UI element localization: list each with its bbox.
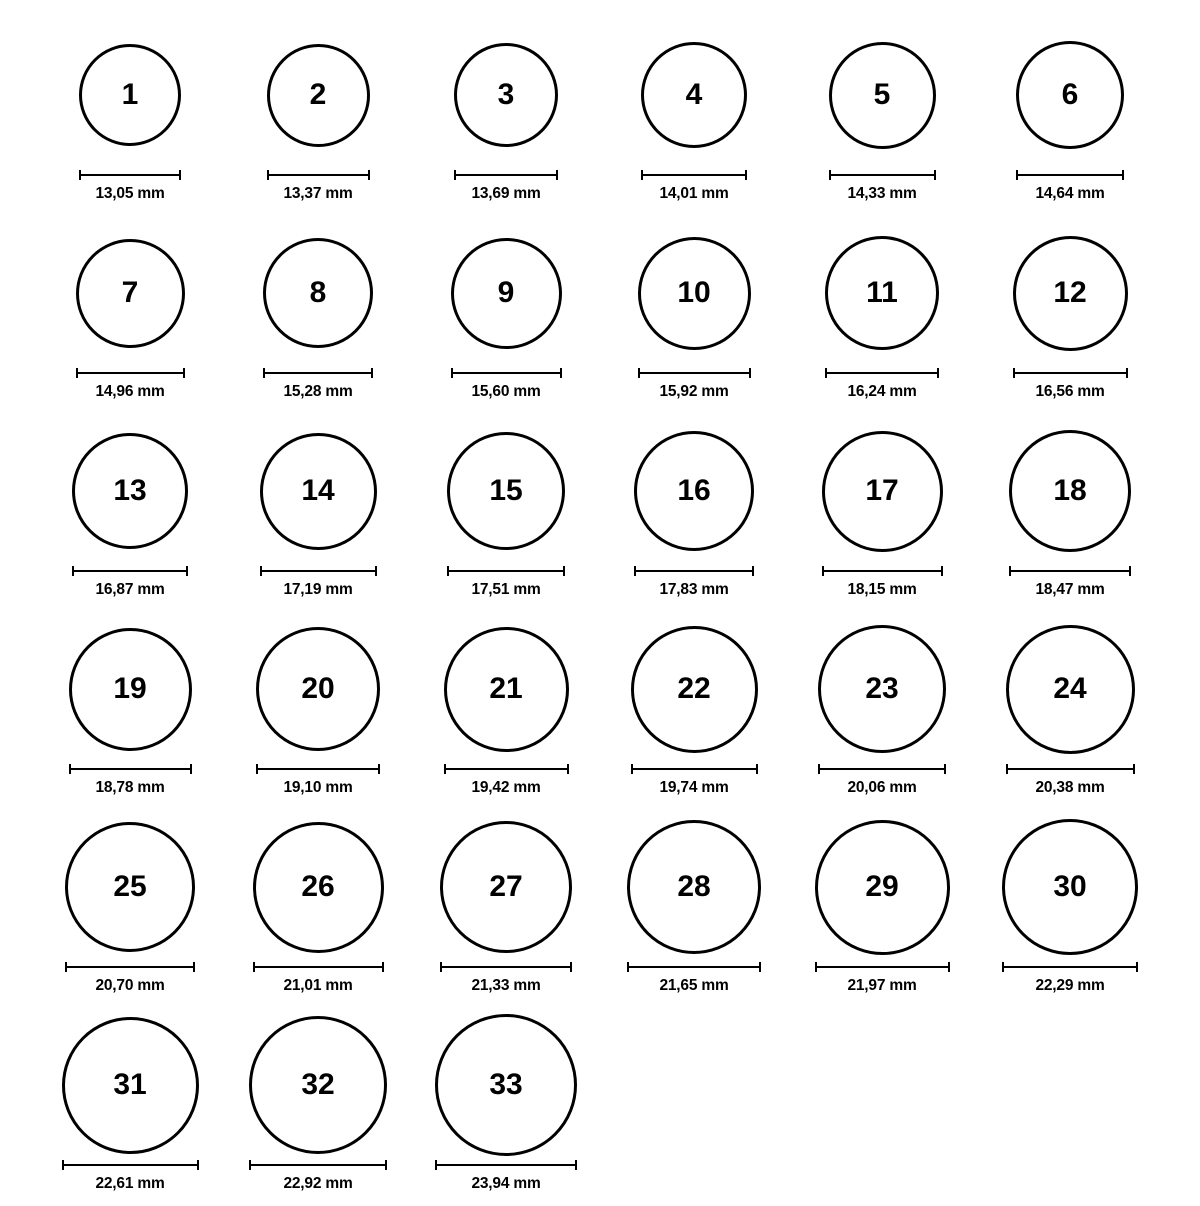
diameter-measure bbox=[260, 566, 377, 599]
ring-circle-wrap bbox=[634, 420, 754, 562]
diameter-measure bbox=[76, 368, 185, 401]
ring-size-cell bbox=[788, 612, 976, 810]
ring-circle-wrap bbox=[822, 420, 943, 562]
ring-size-cell bbox=[36, 18, 224, 216]
measure-bar-icon bbox=[825, 368, 939, 378]
diameter-measure bbox=[451, 368, 562, 401]
measure-bar-icon bbox=[627, 962, 761, 972]
ring-circle-wrap bbox=[631, 618, 758, 760]
measure-line bbox=[1009, 570, 1131, 572]
ring-size-cell bbox=[600, 216, 788, 414]
diameter-value: 15,60 mm bbox=[471, 383, 541, 400]
ring-size-number: 11 bbox=[866, 276, 898, 309]
measure-bar-icon bbox=[263, 368, 373, 378]
ring-circle-wrap bbox=[440, 816, 572, 958]
diameter-value: 13,05 mm bbox=[95, 185, 165, 202]
measure-line bbox=[1013, 372, 1128, 374]
measure-line bbox=[815, 966, 950, 968]
ring-circle bbox=[638, 237, 751, 350]
ring-size-number: 20 bbox=[301, 672, 335, 705]
ring-size-number: 24 bbox=[1053, 672, 1087, 705]
diameter-value: 17,83 mm bbox=[659, 581, 729, 598]
ring-circle bbox=[62, 1017, 199, 1154]
ring-size-cell bbox=[788, 810, 976, 1008]
ring-size-number: 17 bbox=[865, 474, 899, 507]
ring-circle bbox=[818, 625, 946, 753]
measure-line bbox=[249, 1164, 387, 1166]
diameter-measure bbox=[822, 566, 943, 599]
ring-circle-wrap bbox=[1006, 618, 1135, 760]
ring-size-number: 30 bbox=[1053, 870, 1087, 903]
diameter-measure bbox=[829, 170, 936, 203]
ring-circle-wrap bbox=[435, 1014, 577, 1156]
ring-size-cell bbox=[600, 414, 788, 612]
ring-size-cell bbox=[36, 216, 224, 414]
measure-bar-icon bbox=[267, 170, 370, 180]
diameter-measure bbox=[72, 566, 188, 599]
ring-circle-wrap bbox=[1016, 24, 1124, 166]
ring-size-cell bbox=[600, 612, 788, 810]
measure-bar-icon bbox=[444, 764, 569, 774]
ring-circle bbox=[256, 627, 380, 751]
diameter-value: 21,33 mm bbox=[471, 977, 541, 994]
ring-circle-wrap bbox=[641, 24, 747, 166]
diameter-value: 22,92 mm bbox=[283, 1175, 353, 1192]
diameter-measure bbox=[440, 962, 572, 995]
measure-line bbox=[253, 966, 384, 968]
ring-circle-wrap bbox=[825, 222, 939, 364]
ring-size-number: 25 bbox=[113, 870, 147, 903]
measure-line bbox=[79, 174, 181, 176]
measure-line bbox=[435, 1164, 577, 1166]
measure-line bbox=[631, 768, 758, 770]
measure-line bbox=[822, 570, 943, 572]
measure-bar-icon bbox=[1002, 962, 1138, 972]
diameter-value: 17,51 mm bbox=[471, 581, 541, 598]
ring-size-cell bbox=[412, 1008, 600, 1206]
measure-line bbox=[76, 372, 185, 374]
diameter-measure bbox=[825, 368, 939, 401]
ring-circle bbox=[72, 433, 188, 549]
ring-circle-wrap bbox=[263, 222, 373, 364]
diameter-measure bbox=[1016, 170, 1124, 203]
ring-size-number: 9 bbox=[497, 276, 515, 309]
ring-circle bbox=[267, 44, 370, 147]
ring-size-number: 15 bbox=[489, 474, 523, 507]
ring-circle bbox=[822, 431, 943, 552]
ring-size-number: 8 bbox=[309, 276, 327, 309]
ring-circle-wrap bbox=[256, 618, 380, 760]
ring-size-number: 29 bbox=[865, 870, 899, 903]
ring-circle-wrap bbox=[627, 816, 761, 958]
ring-circle-wrap bbox=[444, 618, 569, 760]
diameter-value: 18,78 mm bbox=[95, 779, 165, 796]
measure-line bbox=[451, 372, 562, 374]
measure-bar-icon bbox=[454, 170, 558, 180]
ring-circle bbox=[260, 433, 377, 550]
measure-line bbox=[65, 966, 195, 968]
diameter-value: 15,28 mm bbox=[283, 383, 353, 400]
measure-bar-icon bbox=[822, 566, 943, 576]
ring-circle-wrap bbox=[829, 24, 936, 166]
measure-bar-icon bbox=[447, 566, 565, 576]
diameter-measure bbox=[634, 566, 754, 599]
measure-bar-icon bbox=[1006, 764, 1135, 774]
ring-size-cell bbox=[976, 810, 1164, 1008]
ring-circle bbox=[263, 238, 373, 348]
measure-bar-icon bbox=[69, 764, 192, 774]
ring-size-number: 28 bbox=[677, 870, 711, 903]
diameter-measure bbox=[1002, 962, 1138, 995]
ring-circle bbox=[631, 626, 758, 753]
ring-size-number: 23 bbox=[865, 672, 899, 705]
ring-size-number: 5 bbox=[873, 78, 891, 111]
diameter-value: 14,64 mm bbox=[1035, 185, 1105, 202]
ring-size-cell bbox=[224, 612, 412, 810]
diameter-measure bbox=[454, 170, 558, 203]
measure-line bbox=[444, 768, 569, 770]
diameter-value: 19,42 mm bbox=[471, 779, 541, 796]
ring-circle-wrap bbox=[65, 816, 195, 958]
ring-size-cell bbox=[600, 18, 788, 216]
ring-size-number: 12 bbox=[1053, 276, 1087, 309]
diameter-measure bbox=[253, 962, 384, 995]
measure-bar-icon bbox=[451, 368, 562, 378]
ring-size-cell bbox=[788, 216, 976, 414]
measure-bar-icon bbox=[79, 170, 181, 180]
diameter-value: 18,15 mm bbox=[847, 581, 917, 598]
ring-size-cell bbox=[412, 216, 600, 414]
diameter-measure bbox=[444, 764, 569, 797]
diameter-measure bbox=[435, 1160, 577, 1193]
ring-size-number: 3 bbox=[497, 78, 515, 111]
measure-line bbox=[256, 768, 380, 770]
measure-bar-icon bbox=[249, 1160, 387, 1170]
diameter-value: 21,97 mm bbox=[847, 977, 917, 994]
measure-line bbox=[1006, 768, 1135, 770]
diameter-value: 23,94 mm bbox=[471, 1175, 541, 1192]
ring-size-number: 4 bbox=[685, 78, 703, 111]
ring-size-cell bbox=[36, 810, 224, 1008]
diameter-value: 19,74 mm bbox=[659, 779, 729, 796]
ring-size-cell bbox=[224, 810, 412, 1008]
measure-bar-icon bbox=[815, 962, 950, 972]
ring-circle bbox=[1006, 625, 1135, 754]
diameter-value: 16,87 mm bbox=[95, 581, 165, 598]
diameter-value: 13,69 mm bbox=[471, 185, 541, 202]
ring-size-grid bbox=[0, 18, 1200, 1206]
measure-bar-icon bbox=[72, 566, 188, 576]
ring-size-cell bbox=[788, 414, 976, 612]
measure-line bbox=[69, 768, 192, 770]
ring-circle bbox=[249, 1016, 387, 1154]
diameter-measure bbox=[818, 764, 946, 797]
diameter-value: 20,70 mm bbox=[95, 977, 165, 994]
ring-size-number: 19 bbox=[113, 672, 147, 705]
ring-circle-wrap bbox=[79, 24, 181, 166]
diameter-measure bbox=[638, 368, 751, 401]
ring-size-cell bbox=[412, 612, 600, 810]
ring-circle bbox=[454, 43, 558, 147]
ring-size-number: 14 bbox=[301, 474, 335, 507]
ring-size-number: 27 bbox=[489, 870, 523, 903]
ring-circle bbox=[815, 820, 950, 955]
ring-size-cell bbox=[600, 810, 788, 1008]
diameter-measure bbox=[249, 1160, 387, 1193]
ring-circle-wrap bbox=[638, 222, 751, 364]
ring-circle-wrap bbox=[818, 618, 946, 760]
ring-circle bbox=[69, 628, 192, 751]
ring-circle bbox=[641, 42, 747, 148]
diameter-value: 21,65 mm bbox=[659, 977, 729, 994]
measure-bar-icon bbox=[440, 962, 572, 972]
ring-circle-wrap bbox=[253, 816, 384, 958]
ring-circle-wrap bbox=[454, 24, 558, 166]
ring-circle-wrap bbox=[249, 1014, 387, 1156]
ring-circle bbox=[253, 822, 384, 953]
ring-size-cell bbox=[976, 18, 1164, 216]
diameter-value: 16,56 mm bbox=[1035, 383, 1105, 400]
ring-size-cell bbox=[224, 216, 412, 414]
diameter-value: 15,92 mm bbox=[659, 383, 729, 400]
measure-bar-icon bbox=[260, 566, 377, 576]
measure-bar-icon bbox=[829, 170, 936, 180]
diameter-measure bbox=[631, 764, 758, 797]
ring-circle-wrap bbox=[447, 420, 565, 562]
ring-circle-wrap bbox=[1009, 420, 1131, 562]
ring-size-number: 1 bbox=[121, 78, 139, 111]
diameter-value: 21,01 mm bbox=[283, 977, 353, 994]
measure-bar-icon bbox=[253, 962, 384, 972]
diameter-value: 14,01 mm bbox=[659, 185, 729, 202]
measure-line bbox=[72, 570, 188, 572]
ring-size-number: 7 bbox=[121, 276, 139, 309]
diameter-measure bbox=[256, 764, 380, 797]
diameter-measure bbox=[263, 368, 373, 401]
ring-size-number: 6 bbox=[1061, 78, 1079, 111]
ring-circle bbox=[76, 239, 185, 348]
diameter-measure bbox=[1009, 566, 1131, 599]
ring-size-cell bbox=[36, 612, 224, 810]
measure-line bbox=[638, 372, 751, 374]
measure-line bbox=[634, 570, 754, 572]
ring-circle-wrap bbox=[451, 222, 562, 364]
ring-circle-wrap bbox=[69, 618, 192, 760]
ring-size-number: 26 bbox=[301, 870, 335, 903]
diameter-value: 20,38 mm bbox=[1035, 779, 1105, 796]
measure-line bbox=[818, 768, 946, 770]
ring-circle bbox=[1009, 430, 1131, 552]
diameter-measure bbox=[65, 962, 195, 995]
ring-circle-wrap bbox=[1013, 222, 1128, 364]
measure-bar-icon bbox=[435, 1160, 577, 1170]
ring-circle bbox=[825, 236, 939, 350]
ring-circle bbox=[627, 820, 761, 954]
ring-size-cell bbox=[224, 1008, 412, 1206]
measure-bar-icon bbox=[634, 566, 754, 576]
ring-size-cell bbox=[412, 414, 600, 612]
measure-line bbox=[1002, 966, 1138, 968]
ring-size-cell bbox=[976, 216, 1164, 414]
measure-bar-icon bbox=[1016, 170, 1124, 180]
measure-line bbox=[62, 1164, 199, 1166]
ring-circle bbox=[1013, 236, 1128, 351]
measure-bar-icon bbox=[641, 170, 747, 180]
ring-circle bbox=[634, 431, 754, 551]
ring-circle bbox=[1016, 41, 1124, 149]
diameter-measure bbox=[62, 1160, 199, 1193]
measure-bar-icon bbox=[1009, 566, 1131, 576]
ring-size-cell bbox=[412, 18, 600, 216]
ring-circle-wrap bbox=[815, 816, 950, 958]
measure-bar-icon bbox=[818, 764, 946, 774]
ring-circle-wrap bbox=[72, 420, 188, 562]
ring-circle bbox=[829, 42, 936, 149]
ring-size-cell bbox=[36, 1008, 224, 1206]
ring-circle-wrap bbox=[76, 222, 185, 364]
diameter-measure bbox=[627, 962, 761, 995]
ring-size-cell bbox=[224, 18, 412, 216]
ring-size-number: 13 bbox=[113, 474, 147, 507]
ring-size-number: 2 bbox=[309, 78, 327, 111]
ring-size-number: 18 bbox=[1053, 474, 1087, 507]
diameter-measure bbox=[1006, 764, 1135, 797]
ring-size-cell bbox=[36, 414, 224, 612]
ring-size-number: 32 bbox=[301, 1068, 335, 1101]
measure-line bbox=[825, 372, 939, 374]
ring-circle-wrap bbox=[267, 24, 370, 166]
diameter-measure bbox=[79, 170, 181, 203]
measure-line bbox=[1016, 174, 1124, 176]
diameter-value: 22,61 mm bbox=[95, 1175, 165, 1192]
ring-circle bbox=[435, 1014, 577, 1156]
diameter-value: 19,10 mm bbox=[283, 779, 353, 796]
diameter-value: 14,96 mm bbox=[95, 383, 165, 400]
ring-circle-wrap bbox=[62, 1014, 199, 1156]
ring-size-cell bbox=[976, 414, 1164, 612]
ring-size-number: 31 bbox=[113, 1068, 147, 1101]
measure-line bbox=[267, 174, 370, 176]
ring-circle bbox=[444, 627, 569, 752]
measure-line bbox=[454, 174, 558, 176]
diameter-value: 16,24 mm bbox=[847, 383, 917, 400]
measure-bar-icon bbox=[638, 368, 751, 378]
ring-circle bbox=[1002, 819, 1138, 955]
measure-line bbox=[447, 570, 565, 572]
measure-line bbox=[829, 174, 936, 176]
ring-circle-wrap bbox=[1002, 816, 1138, 958]
diameter-measure bbox=[1013, 368, 1128, 401]
ring-size-cell bbox=[788, 18, 976, 216]
diameter-value: 18,47 mm bbox=[1035, 581, 1105, 598]
measure-bar-icon bbox=[76, 368, 185, 378]
measure-line bbox=[641, 174, 747, 176]
measure-bar-icon bbox=[65, 962, 195, 972]
diameter-measure bbox=[641, 170, 747, 203]
ring-size-number: 33 bbox=[489, 1068, 523, 1101]
ring-circle bbox=[65, 822, 195, 952]
ring-size-number: 10 bbox=[677, 276, 711, 309]
diameter-measure bbox=[267, 170, 370, 203]
ring-circle-wrap bbox=[260, 420, 377, 562]
measure-bar-icon bbox=[631, 764, 758, 774]
ring-size-cell bbox=[224, 414, 412, 612]
measure-bar-icon bbox=[1013, 368, 1128, 378]
diameter-value: 20,06 mm bbox=[847, 779, 917, 796]
diameter-measure bbox=[815, 962, 950, 995]
ring-size-number: 22 bbox=[677, 672, 711, 705]
measure-line bbox=[260, 570, 377, 572]
ring-circle bbox=[447, 432, 565, 550]
diameter-value: 22,29 mm bbox=[1035, 977, 1105, 994]
measure-line bbox=[440, 966, 572, 968]
ring-size-cell bbox=[976, 612, 1164, 810]
diameter-value: 14,33 mm bbox=[847, 185, 917, 202]
ring-size-number: 21 bbox=[489, 672, 523, 705]
diameter-value: 17,19 mm bbox=[283, 581, 353, 598]
diameter-value: 13,37 mm bbox=[283, 185, 353, 202]
ring-circle bbox=[79, 44, 181, 146]
ring-size-cell bbox=[412, 810, 600, 1008]
measure-bar-icon bbox=[256, 764, 380, 774]
diameter-measure bbox=[69, 764, 192, 797]
diameter-measure bbox=[447, 566, 565, 599]
ring-circle bbox=[451, 238, 562, 349]
ring-size-number: 16 bbox=[677, 474, 711, 507]
measure-line bbox=[263, 372, 373, 374]
ring-circle bbox=[440, 821, 572, 953]
measure-line bbox=[627, 966, 761, 968]
measure-bar-icon bbox=[62, 1160, 199, 1170]
